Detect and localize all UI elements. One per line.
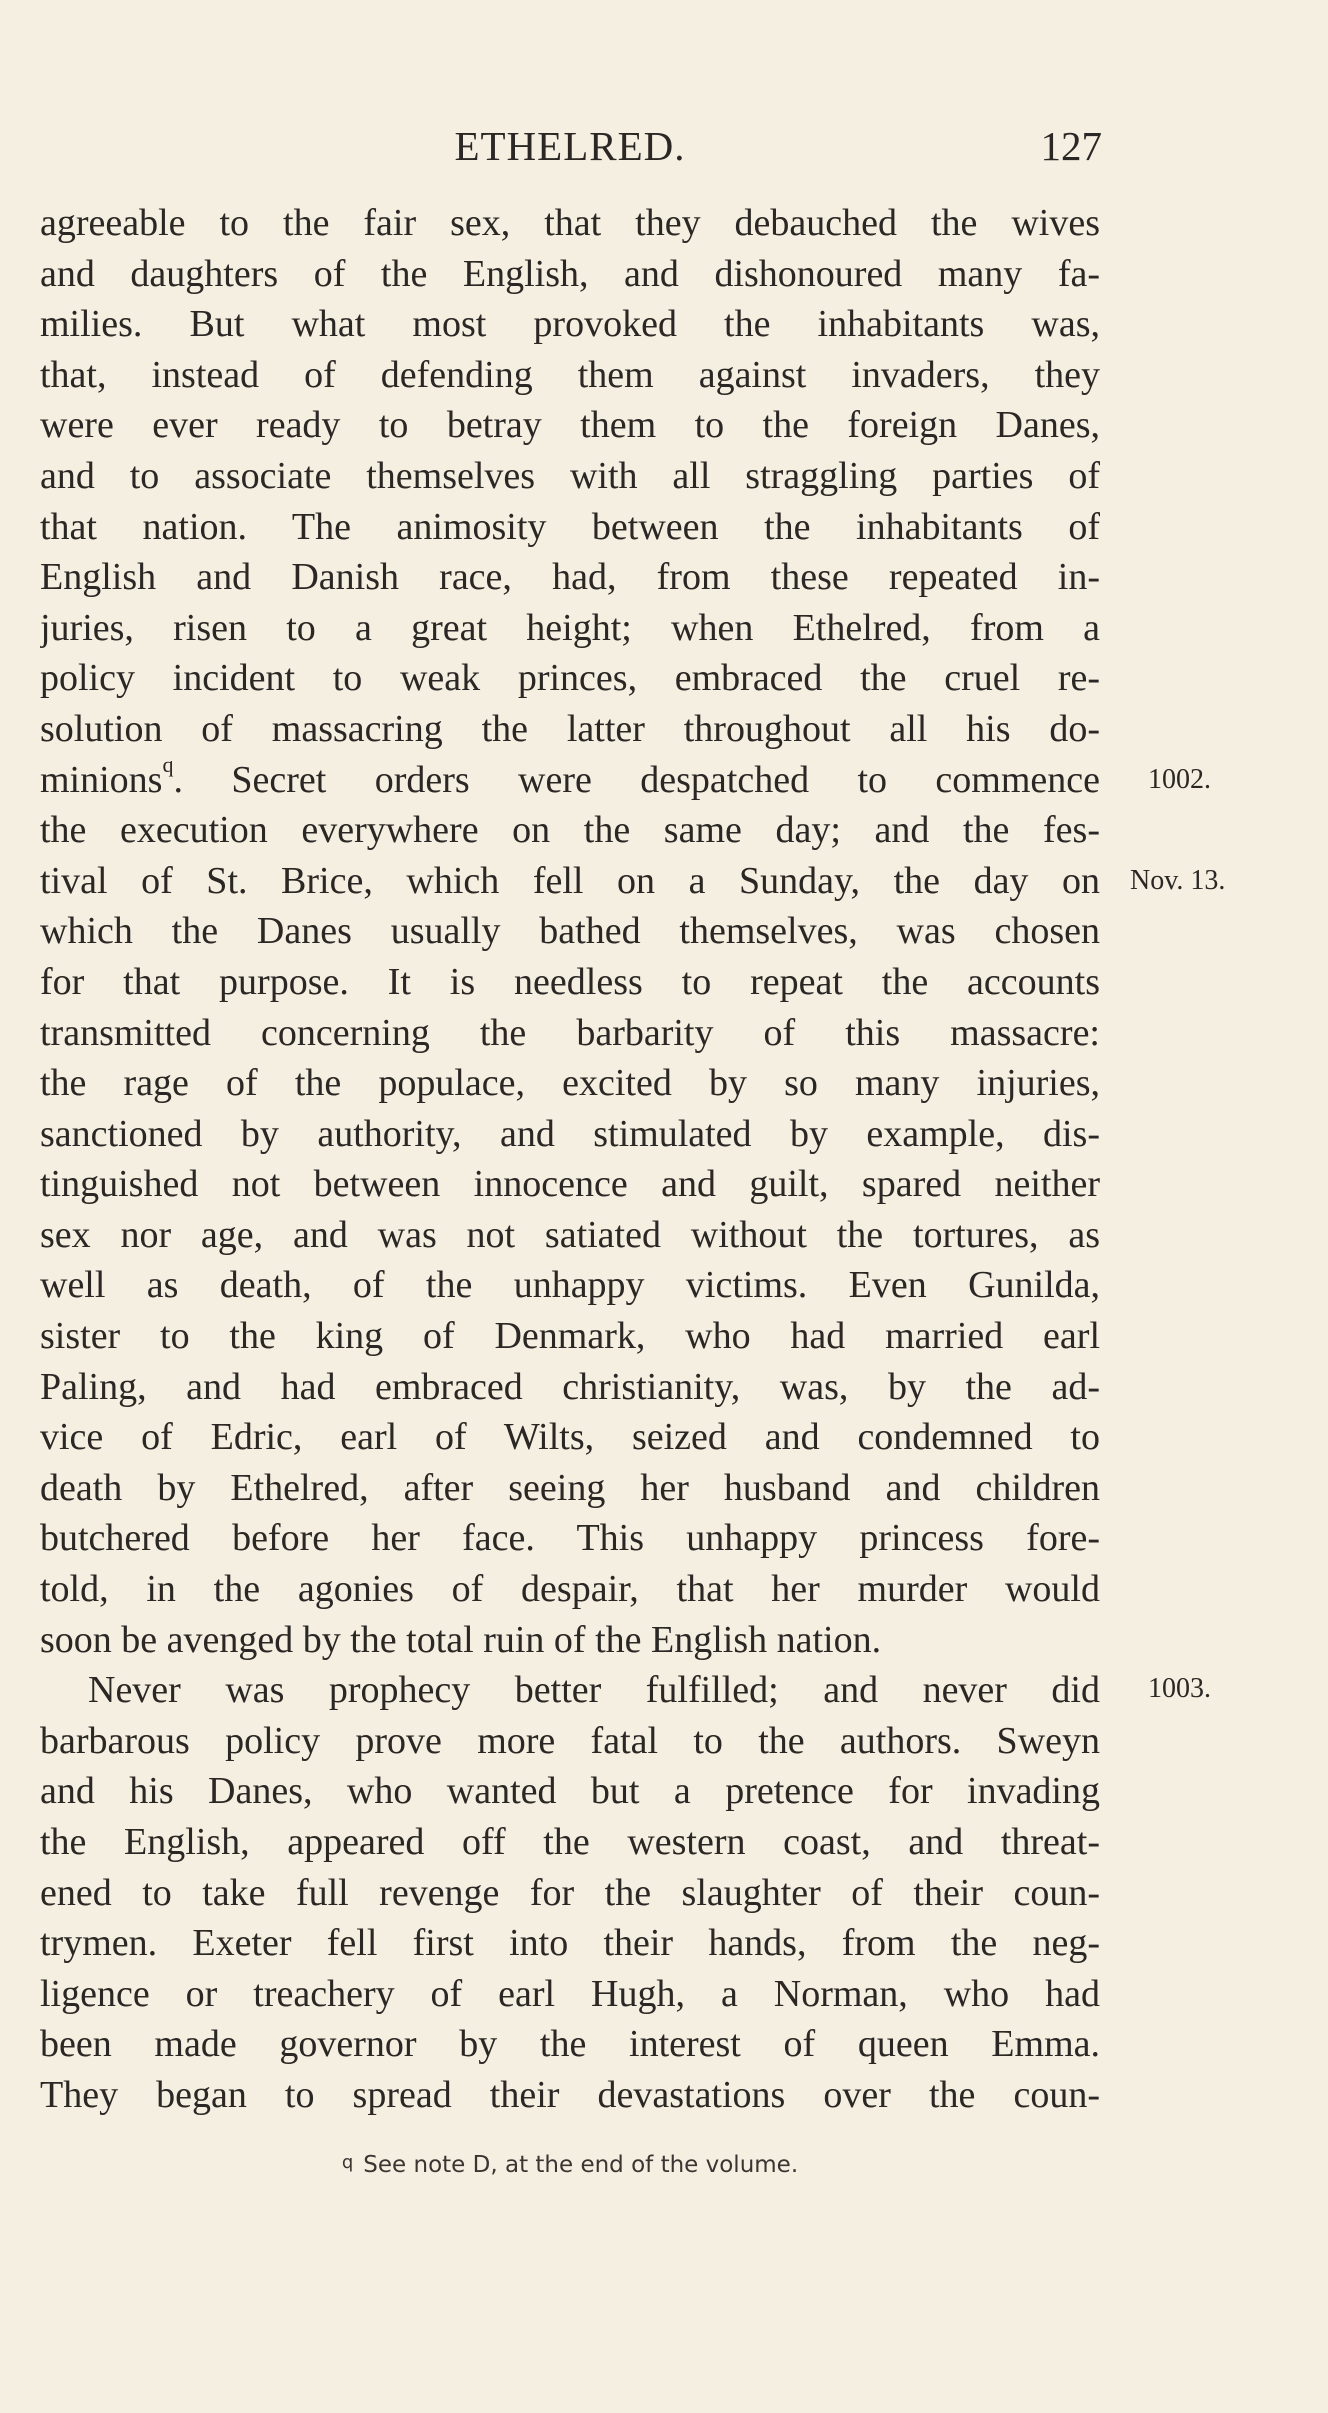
page-number: 127 xyxy=(1040,123,1102,169)
text-line: and his Danes, who wanted but a pretence for invading xyxy=(40,1770,1100,1813)
text-line: tinguished not between innocence and guilt, spared neither xyxy=(40,1163,1100,1206)
paragraph-first-line: Never was prophecy better fulfilled; and never did xyxy=(88,1669,1100,1712)
text-line: juries, risen to a great height; when Ethelred, from a xyxy=(40,606,1100,649)
text-line: They began to spread their devastations over the coun- xyxy=(40,2073,1100,2116)
text-line: ened to take full revenge for the slaughter of their coun- xyxy=(40,1871,1100,1914)
text-line: policy incident to weak princes, embraced the cruel re- xyxy=(40,657,1100,700)
margin-note-year-1002: 1002. xyxy=(1148,764,1211,795)
text-line: and daughters of the English, and dishonoured many fa- xyxy=(40,252,1100,295)
footnote-mark: q xyxy=(341,2152,354,2173)
text-line: sex nor age, and was not satiated without the tortures, as xyxy=(40,1213,1100,1256)
text-line: ligence or treachery of earl Hugh, a Norman, who had xyxy=(40,1972,1100,2015)
footnote-text: See note D, at the end of the volume. xyxy=(363,2152,799,2178)
paragraph-last-line: soon be avenged by the total ruin of the English nation. xyxy=(40,1618,882,1661)
page-header xyxy=(40,118,1100,174)
text-line: were ever ready to betray them to the foreign Danes, xyxy=(40,404,1100,447)
text-line: the English, appeared off the western coast, and threat- xyxy=(40,1821,1100,1863)
text-line: been made governor by the interest of queen Emma. xyxy=(40,2023,1100,2066)
text-line: trymen. Exeter fell first into their hands, from the neg- xyxy=(40,1922,1100,1965)
text-line: solution of massacring the latter throughout all his do- xyxy=(40,707,1100,750)
text-line-with-footnote-ref xyxy=(40,755,1100,806)
text-line: barbarous policy prove more fatal to the authors. Sweyn xyxy=(40,1719,1100,1762)
text-line: Paling, and had embraced christianity, was, by the ad- xyxy=(40,1365,1100,1408)
body-text xyxy=(40,198,1100,2121)
running-title: ETHELRED. xyxy=(454,123,686,169)
text-line: the rage of the populace, excited by so many injuries, xyxy=(40,1062,1100,1105)
text-line: sanctioned by authority, and stimulated by example, dis- xyxy=(40,1112,1100,1155)
text-line: that, instead of defending them against invaders, they xyxy=(40,353,1100,396)
text-line: agreeable to the fair sex, that they debauched the wives xyxy=(40,202,1100,244)
margin-note-nov-13: Nov. 13. xyxy=(1130,865,1226,896)
text-segment: . Secret orders were despatched to commence xyxy=(173,758,1100,801)
text-line: the execution everywhere on the same day; and the fes- xyxy=(40,809,1100,852)
text-line: for that purpose. It is needless to repeat the accounts xyxy=(40,960,1100,1003)
text-line: transmitted concerning the barbarity of this massacre: xyxy=(40,1011,1100,1054)
text-line: vice of Edric, earl of Wilts, seized and condemned to xyxy=(40,1416,1100,1459)
text-segment: minions xyxy=(40,758,163,801)
text-line: tival of St. Brice, which fell on a Sunday, the day on xyxy=(40,859,1100,902)
text-line: well as death, of the unhappy victims. Even Gunilda, xyxy=(40,1264,1100,1307)
text-line: that nation. The animosity between the inhabitants of xyxy=(40,505,1100,548)
footnote-reference[interactable]: q xyxy=(162,754,174,777)
text-line: sister to the king of Denmark, who had married earl xyxy=(40,1315,1100,1358)
text-line: butchered before her face. This unhappy princess fore- xyxy=(40,1517,1100,1560)
text-line: death by Ethelred, after seeing her husband and children xyxy=(40,1466,1100,1509)
footnote xyxy=(40,2152,1100,2178)
text-line: and to associate themselves with all straggling parties of xyxy=(40,454,1100,497)
text-line: told, in the agonies of despair, that her murder would xyxy=(40,1568,1100,1611)
text-line: which the Danes usually bathed themselves, was chosen xyxy=(40,910,1100,953)
margin-note-year-1003: 1003. xyxy=(1148,1673,1211,1704)
text-line: English and Danish race, had, from these repeated in- xyxy=(40,556,1100,599)
text-line: milies. But what most provoked the inhabitants was, xyxy=(40,303,1100,346)
